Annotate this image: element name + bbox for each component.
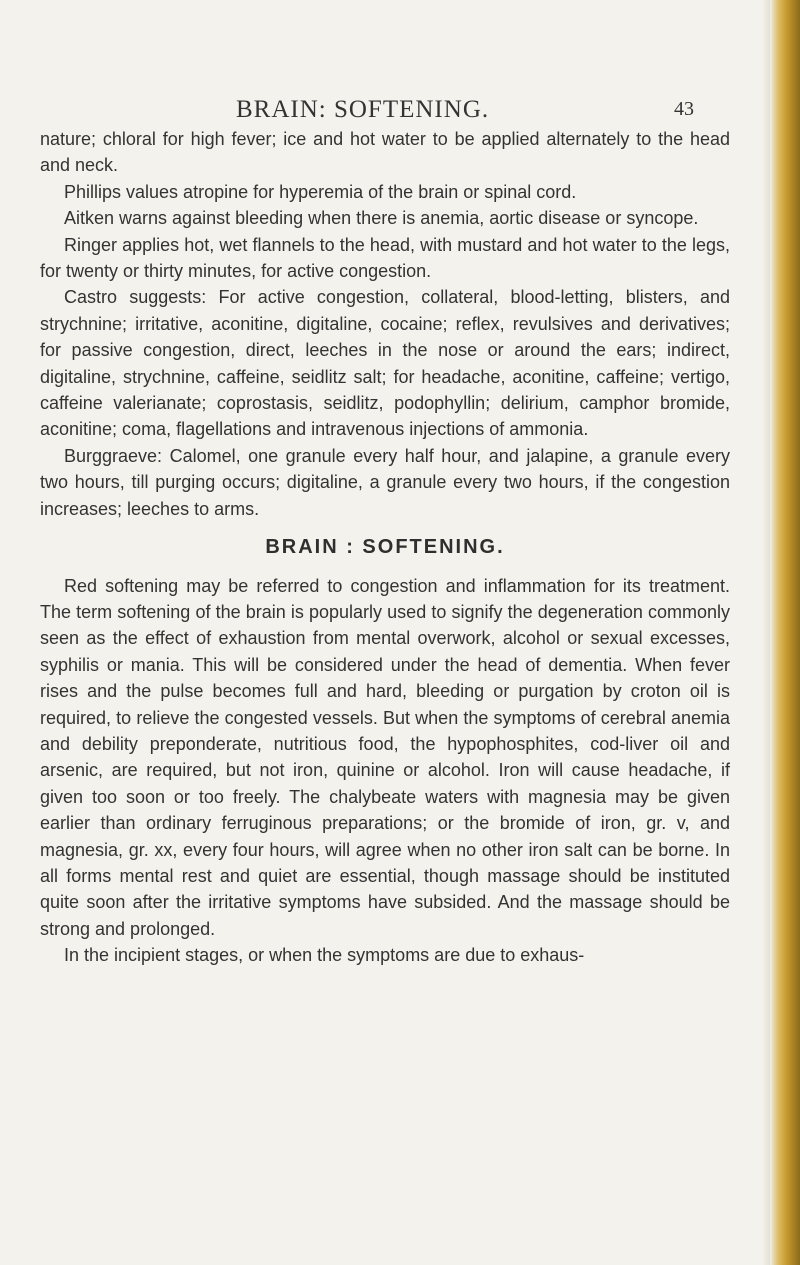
paragraph: Ringer applies hot, wet flannels to the head, with mustard and hot water to the legs, for twenty or thirty minutes, for active congestion. (40, 234, 730, 282)
paragraph: Castro suggests: For active congestion, collateral, blood-letting, blisters, and strychnine; irritative, aconitine, digitaline, cocaine; reflex, revulsives and derivatives; for passive congestion, direct, leeches in the nose or around the ears; indirect, digitaline, strychnine, caffeine, seidlitz salt; for headache, aconitine, caffeine; vertigo, caffeine valerianate; coprostasis, seidlitz, podophyllin; delirium, camphor bromide, aconitine; coma, flagellations and intravenous injections of ammonia. (40, 287, 730, 440)
paragraph: nature; chloral for high fever; ice and hot water to be applied alternately to the head and neck. (40, 129, 730, 176)
running-title: BRAIN: SOFTENING. (236, 96, 490, 123)
paragraph: Phillips values atropine for hyperemia of the brain or spinal cord. (64, 181, 577, 202)
page-number: 43 (674, 98, 694, 120)
paragraph: Aitken warns against bleeding when there is anemia, aortic disease or syncope. (64, 208, 699, 229)
page-body (40, 126, 730, 969)
section-heading: BRAIN : SOFTENING. (265, 536, 505, 559)
paragraph: Burggraeve: Calomel, one granule every half hour, and jalapine, a granule every two hours, till purging occurs; digitaline, a granule every two hours, if the congestion increases; leeches to arms. (40, 445, 730, 519)
page-edge-gilt (770, 0, 800, 1265)
paragraph: Red softening may be referred to congestion and inflammation for its treatment. The term softening of the brain is popularly used to signify the degeneration commonly seen as the effect of exhaustion from mental overwork, alcohol or sexual excesses, syphilis or mania. This will be considered under the head of dementia. When fever rises and the pulse becomes full and hard, bleeding or purgation by croton oil is required, to relieve the congested vessels. But when the symptoms of cerebral anemia and debility preponderate, nutritious food, the hypophosphites, cod-liver oil and arsenic, are required, but not iron, quinine or alcohol. Iron will cause headache, if given too soon or too freely. The chalybeate waters with magnesia may be given earlier than ordinary ferruginous preparations; or the bromide of iron, gr. v, and magnesia, gr. xx, every four hours, will agree when no other iron salt can be borne. In all forms mental rest and quiet are essential, though massage should be instituted quite soon after the irritative symptoms have subsided. And the massage should be strong and prolonged. (40, 575, 730, 939)
paragraph: In the incipient stages, or when the symptoms are due to exhaus- (64, 945, 585, 966)
page-edge-shadow (762, 0, 770, 1265)
running-head (40, 96, 760, 126)
